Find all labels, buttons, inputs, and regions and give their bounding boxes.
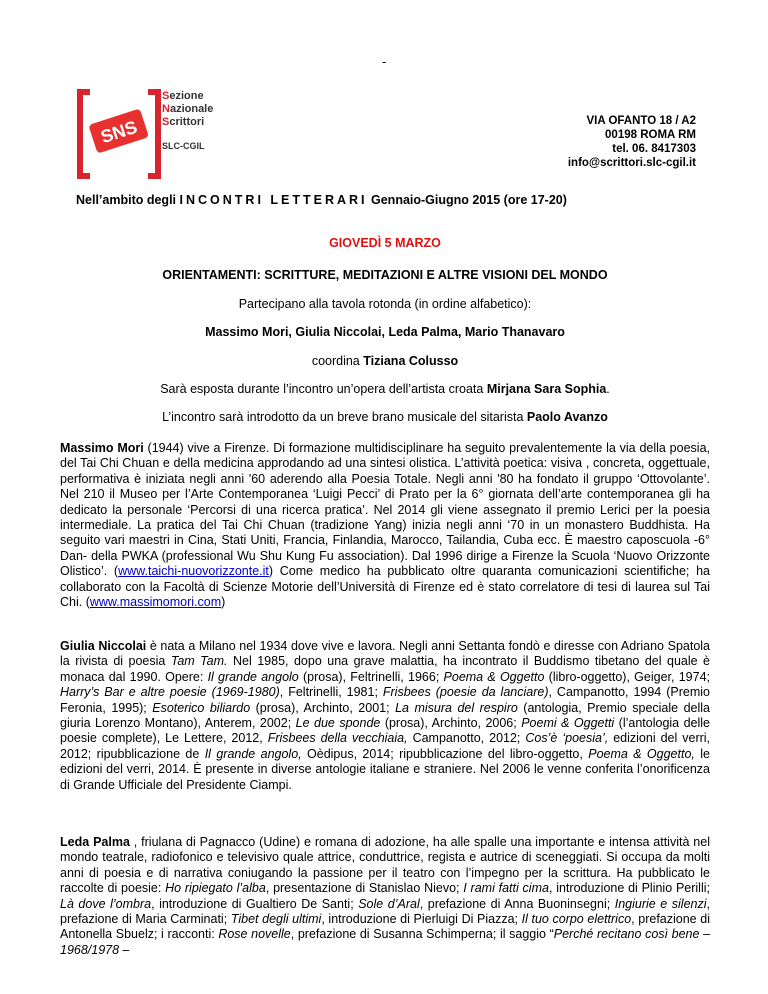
bio-title: Ingiurie e silenzi: [614, 896, 707, 911]
bio-text: è nata a Milano nel 1934 dove vive e lavora. Negli anni Settanta fondò e diresse con Adriano Spatola la rivista di poesia: [60, 639, 710, 669]
bio-text: (prosa), Archinto, 2006;: [380, 716, 522, 731]
bio-title: Là dove l’ombra: [60, 896, 152, 911]
top-mark: -: [382, 54, 387, 69]
bio-text: , Feltrinelli, 1981;: [279, 685, 383, 700]
bio-giulia-niccolai: [60, 639, 710, 793]
bio-name: Giulia Niccolai: [60, 639, 147, 653]
bio-text: Oèdipus, 2014; ripubblicazione del libro-oggetto,: [301, 746, 589, 761]
address-phone: tel. 06. 8417303: [612, 143, 696, 155]
bio-title: I rami fatti cima: [463, 881, 549, 896]
address-city: 00198 ROMA RM: [605, 129, 696, 141]
bio-title: Il tuo corpo elettrico: [521, 912, 632, 927]
bio-title: Tam Tam.: [170, 654, 228, 669]
bio-text: (prosa), Archinto, 2001;: [250, 700, 396, 715]
bio-text: (libro-oggetto), Geiger, 1974;: [544, 669, 710, 684]
bio-title: Rose novelle: [218, 927, 291, 942]
music-line: L’incontro sarà introdotto da un breve brano musicale del sitarista Paolo Avanzo: [162, 410, 608, 424]
bio-title: Esoterico biliardo: [152, 700, 251, 715]
event-series-line: Nell’ambito degli INCONTRI LETTERARI Gennaio-Giugno 2015 (ore 17-20): [76, 193, 567, 207]
bio-massimo-mori: Massimo Mori (1944) vive a Firenze. Di formazione multidisciplinare ha seguito prevalentemente la via della poesia, del Tai Chi Chuan e della medicina approdando ad una sintesi olistica. L’attività poetica: visiva , concreta, oggettuale, performativa è iniziata negli anni '60 aderendo alla Poesia Totale. Negli anni '80 ha fondato il gruppo ‘Ottovolante’. Nel 210 il Museo per l’Arte Contemporanea ‘Luigi Pecci’ di Prato per la 6° giornata dell’arte contemporanea gli ha dedicato la personale ‘Percorsi di una ricerca pratica’. Nel 2014 gli viene assegnato il premio Lerici per la poesia intermediale. La pratica del Tai Chi Chuan (tradizione Yang) inizia negli anni ‘70 in un monastero Buddhista. Ha seguito vari maestri in Cina, Stati Uniti, Francia, Finlandia, Marocco, Tailandia, Cuba ecc. È maestro caposcuola -6° Dan- della PWKA (professional Wu Shu Kung Fu association). Dal 1996 dirige a Firenze la Scuola ‘Nuovo Orizzonte Olistico’. (www.taichi-nuovorizzonte.it) Come medico ha pubblicato oltre quaranta comunicazioni scientifiche; ha collaborato con la Facoltà di Scienze Motorie dell’Università di Firenze ed è stato correlatore di tesi di laurea sul Tai Chi. (www.massimomori.com): [60, 441, 711, 610]
coordinator-line: coordina Tiziana Colusso: [311, 354, 459, 368]
bio-text: Nel 1985, dopo una grave malattia, ha incontrato il Buddismo tibetano del quale è monaca dal 1990. Opere:: [60, 654, 711, 684]
bio-title: Harry’s Bar e altre poesie (1969-1980): [60, 685, 280, 700]
bio-text: , introduzione di Gualtiero De Santi;: [151, 896, 359, 911]
bio-text: Campanotto, 2012;: [407, 731, 526, 746]
bio-title: Il grande angolo,: [204, 746, 302, 761]
address-block: [568, 114, 696, 170]
bio-text: , prefazione di Antonella Sbuelz; i racconti:: [60, 912, 710, 942]
event-title: ORIENTAMENTI: SCRITTURE, MEDITAZIONI E ALTRE VISIONI DEL MONDO: [162, 268, 608, 282]
logo-badge-text: SNS: [98, 116, 140, 148]
bio-text: , prefazione di Susanna Schimperna; il saggio “: [290, 927, 554, 942]
logo-wordmark: Sezione Nazionale Scrittori: [162, 90, 214, 128]
massimomori-link[interactable]: www.massimomori.com: [89, 595, 222, 610]
bio-title: Frisbees della vecchiaia,: [267, 731, 408, 746]
taichi-link[interactable]: www.taichi-nuovorizzonte.it: [118, 564, 269, 579]
address-email: info@scrittori.slc-cgil.it: [567, 157, 696, 169]
bio-title: La misura del respiro: [395, 700, 518, 715]
bio-title: Sole d’Aral: [358, 896, 420, 911]
bio-leda-palma: [60, 835, 710, 958]
bio-text: , introduzione di Plinio Perilli;: [548, 881, 710, 896]
bio-title: Perché recitano così bene – 1968/1978 –: [60, 927, 710, 957]
artwork-line: Sarà esposta durante l’incontro un’opera dell’artista croata Mirjana Sara Sophia.: [160, 382, 610, 396]
bio-title: Il grande angolo: [207, 669, 299, 684]
bio-title: Poema & Oggetto,: [588, 746, 695, 761]
bio-title: Tibet degli ultimi: [230, 912, 322, 927]
bio-name: Leda Palma: [60, 835, 130, 849]
bio-title: Cos’è ‘poesia’,: [525, 731, 609, 746]
bio-text: edizioni del verri, 2012; ripubblicazione de: [60, 731, 711, 761]
bio-text: , prefazione di Maria Carminati;: [60, 896, 710, 927]
participants-list: Massimo Mori, Giulia Niccolai, Leda Palma, Mario Thanavaro: [205, 325, 565, 339]
bio-text: le edizioni del verri, 2014. È presente in diverse antologie italiane e straniere. Nel 2006 le venne conferita l’onorificenza di Grande Ufficiale del Presidente Ciampi.: [60, 746, 710, 792]
participants-label: Partecipano alla tavola rotonda (in ordine alfabetico):: [238, 297, 532, 311]
bio-name: Massimo Mori: [60, 441, 144, 455]
address-street: VIA OFANTO 18 / A2: [586, 115, 696, 127]
bio-text: , prefazione di Anna Buoninsegni;: [419, 896, 615, 911]
sns-logo: [76, 88, 176, 180]
bio-title: Poemi & Oggetti: [521, 716, 615, 731]
bio-title: Frisbees (poesie da lanciare): [382, 685, 549, 700]
bio-title: Le due sponde: [295, 716, 381, 731]
bio-text: , friulana di Pagnacco (Udine) e romana di adozione, ha alle spalle una importante e intensa attività nel mondo teatrale, radiofonico e televisivo quale attrice, conduttrice, regista e autrice di sceneggiati. Si occupa da molti anni di poesia e di narrativa coniugando la passione per il teatro con l’impegno per la scrittura. Ha pubblicato le raccolte di poesie:: [60, 835, 710, 896]
bio-text: (antologia, Premio speciale della giuria Lorenzo Montano), Anterem, 2002;: [60, 700, 710, 731]
bio-title: Poema & Oggetto: [443, 669, 545, 684]
bio-text: (l’antologia delle poesie complete), Le Lettere, 2012,: [60, 716, 710, 746]
bio-text: (prosa), Feltrinelli, 1966;: [298, 669, 444, 684]
bio-text: , introduzione di Pierluigi Di Piazza;: [321, 912, 522, 927]
bio-text: , presentazione di Stanislao Nievo;: [265, 881, 464, 896]
logo-subtitle: SLC-CGIL: [162, 141, 205, 151]
event-date: GIOVEDÌ 5 MARZO: [329, 236, 441, 250]
bio-title: Ho ripiegato l’alba: [165, 881, 266, 896]
bio-text: , Campanotto, 1994 (Premio Feronia, 1995);: [60, 685, 710, 715]
